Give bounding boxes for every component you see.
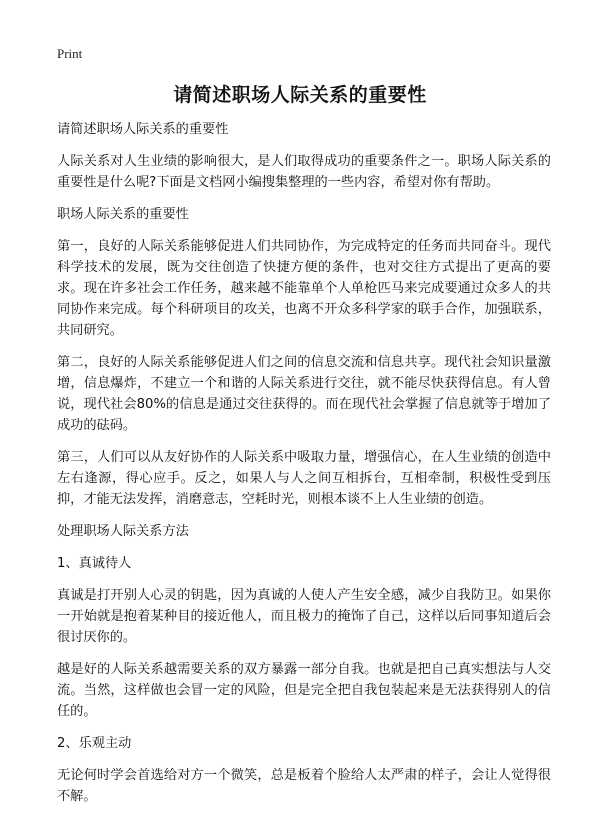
paragraph-sincerity-2: 越是好的人际关系越需要关系的双方暴露一部分自我。也就是把自己真实想法与人交流。当然，这样做也会冒一定的风险，但是完全把自我包装起来是无法获得别人的信任的。 bbox=[57, 662, 551, 719]
article-body bbox=[57, 119, 551, 818]
intro-paragraph: 人际关系对人生业绩的影响很大，是人们取得成功的重要条件之一。职场人际关系的重要性是什么呢?下面是文档网小编搜集整理的一些内容，希望对你有帮助。 bbox=[57, 154, 551, 190]
subheading-optimism: 2、乐观主动 bbox=[57, 736, 132, 751]
paragraph-second-point: 第二，良好的人际关系能够促进人们之间的信息交流和信息共享。现代社会知识量激增，信息爆炸，不建立一个和谐的人际关系进行交往，就不能尽快获得信息。有人曾说，现代社会80%的信息是通过交往获得的。而在现代社会掌握了信息就等于增加了成功的砝码。 bbox=[57, 355, 551, 433]
paragraph-optimism: 无论何时学会首选给对方一个微笑，总是板着个脸给人太严肃的样子，会让人觉得很不解。 bbox=[57, 768, 551, 804]
intro-heading: 请简述职场人际关系的重要性 bbox=[57, 122, 229, 137]
section-heading-importance: 职场人际关系的重要性 bbox=[57, 207, 189, 222]
print-link[interactable]: Print bbox=[57, 46, 83, 61]
subheading-sincerity: 1、真诚待人 bbox=[57, 556, 132, 571]
paragraph-first-point: 第一，良好的人际关系能够促进人们共同协作，为完成特定的任务而共同奋斗。现代科学技术的发展，既为交往创造了快捷方便的条件，也对交往方式提出了更高的要求。现在许多社会工作任务，越来越不能靠单个人单枪匹马来完成要通过众多人的共同协作来完成。每个科研项目的攻关，也离不开众多科学家的联手合作，加强联系，共同研究。 bbox=[57, 239, 551, 338]
paragraph-sincerity-1: 真诚是打开别人心灵的钥匙，因为真诚的人使人产生安全感，减少自我防卫。如果你一开始就是抱着某种目的接近他人，而且极力的掩饰了自己，这样以后同事知道后会很讨厌你的。 bbox=[57, 588, 551, 645]
page-title: 请简述职场人际关系的重要性 bbox=[173, 84, 427, 106]
paragraph-third-point: 第三，人们可以从友好协作的人际关系中吸取力量，增强信心，在人生业绩的创造中左右逢源，得心应手。反之，如果人与人之间互相拆台，互相牵制，积极性受到压抑，才能无法发挥，消磨意志，空耗时光，则根本谈不上人生业绩的创造。 bbox=[57, 450, 551, 507]
section-heading-methods: 处理职场人际关系方法 bbox=[57, 524, 189, 539]
